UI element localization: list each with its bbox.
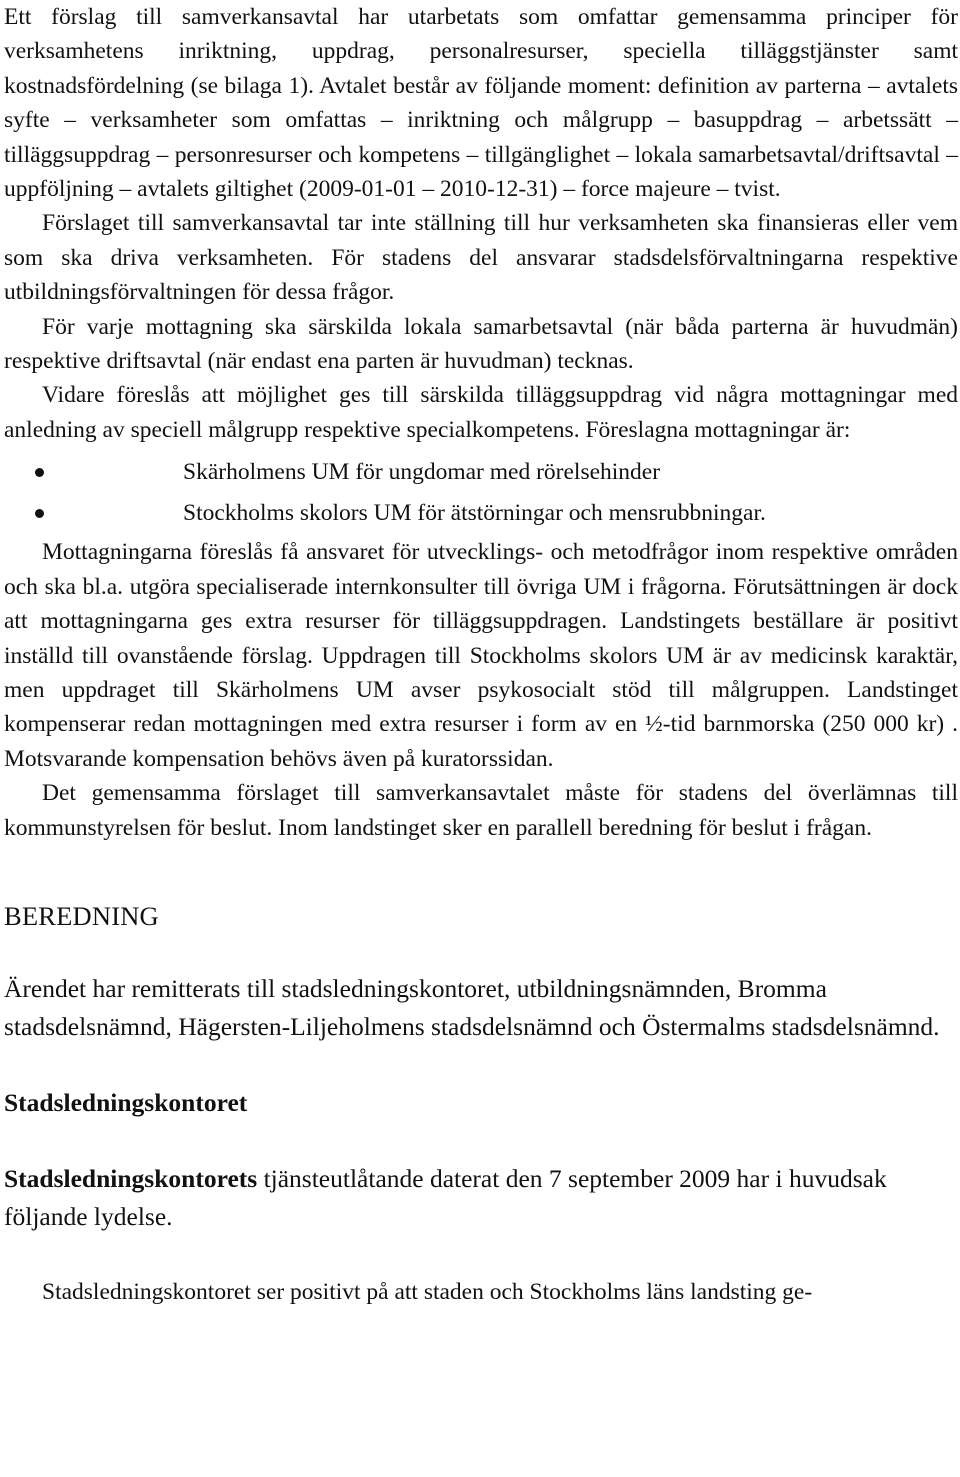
list-item-text: Skärholmens UM för ungdomar med rörelsehinder (183, 459, 661, 486)
paragraph-statement-intro (4, 1160, 958, 1237)
section-heading-stadsledningskontoret: Stadsledningskontoret (4, 1087, 248, 1117)
section-heading-beredning: BEREDNING (4, 900, 159, 931)
clinic-list (4, 453, 958, 532)
paragraph-local-agreements: För varje mottagning ska särskilda lokala samarbetsavtal (när båda parterna är huvudmän) respektive driftsavtal (när endast ena parten är huvudman) tecknas. (4, 313, 958, 375)
paragraph-referral: Ärendet har remitterats till stadsledningskontoret, utbildningsnämnden, Bromma stadsdelsnämnd, Hägersten-Liljeholmens stadsdelsnämnd och Östermalms stadsdelsnämnd. (4, 973, 940, 1042)
paragraph-financing: Förslaget till samverkansavtal tar inte ställning till hur verksamheten ska finansieras eller vem som ska driva verksamheten. För stadens del ansvarar stadsdelsförvaltningarna respektive utbildningsförvaltningen för dessa frågor. (4, 210, 958, 306)
list-item-text: Stockholms skolors UM för ätstörningar och mensrubbningar. (183, 500, 766, 527)
list-item (4, 494, 958, 532)
bullet-dot-icon (35, 509, 44, 518)
statement-lead-bold: Stadsledningskontorets (4, 1163, 258, 1193)
paragraph-statement-body: Stadsledningskontoret ser positivt på att staden och Stockholms läns landsting ge- (42, 1278, 813, 1305)
document-page (4, 0, 958, 1309)
statement-lead-rest: tjänsteutlåtande daterat den 7 september 2009 har i huvudsak följande lydelse. (4, 1163, 887, 1232)
paragraph-additional-assignments: Vidare föreslås att möjlighet ges till särskilda tilläggsuppdrag vid några mottagningar med anledning av speciell målgrupp respektive specialkompetens. Föreslagna mottagningar är: (4, 382, 958, 443)
paragraph-proposal-summary: Ett förslag till samverkansavtal har utarbetats som omfattar gemensamma principer för verksamhetens inriktning, uppdrag, personalresurser, speciella tilläggstjänster samt kostnadsfördelning (se bilaga 1). Avtalet består av följande moment: definition av parterna – avtalets syfte – verksamheter som omfattas – inriktning och målgrupp – basuppdrag – arbetssätt – tilläggsuppdrag – personresurser och kompetens – tillgänglighet – lokala samarbetsavtal/driftsavtal – uppföljning – avtalets giltighet (2009-01-01 – 2010-12-31) – force majeure – tvist. (4, 4, 958, 203)
paragraph-joint-proposal: Det gemensamma förslaget till samverkansavtalet måste för stadens del överlämnas till kommunstyrelsen för beslut. Inom landstinget sker en parallell beredning för beslut i frågan. (4, 780, 958, 841)
bullet-dot-icon (35, 468, 44, 477)
list-item (4, 453, 958, 491)
paragraph-clinic-responsibility: Mottagningarna föreslås få ansvaret för utvecklings- och metodfrågor inom respektive områden och ska bl.a. utgöra specialiserade internkonsulter till övriga UM i frågorna. Förutsättningen är dock att mottagningarna ges extra resurser för tilläggsuppdragen. Landstingets beställare är positivt inställd till ovanstående förslag. Uppdragen till Stockholms skolors UM är av medicinsk karaktär, men uppdraget till Skärholmens UM avser psykosocialt stöd till målgruppen. Landstinget kompenserar redan mottagningen med extra resurser i form av en ½-tid barnmorska (250 000 kr) . Motsvarande kompensation behövs även på kuratorssidan. (4, 539, 958, 772)
